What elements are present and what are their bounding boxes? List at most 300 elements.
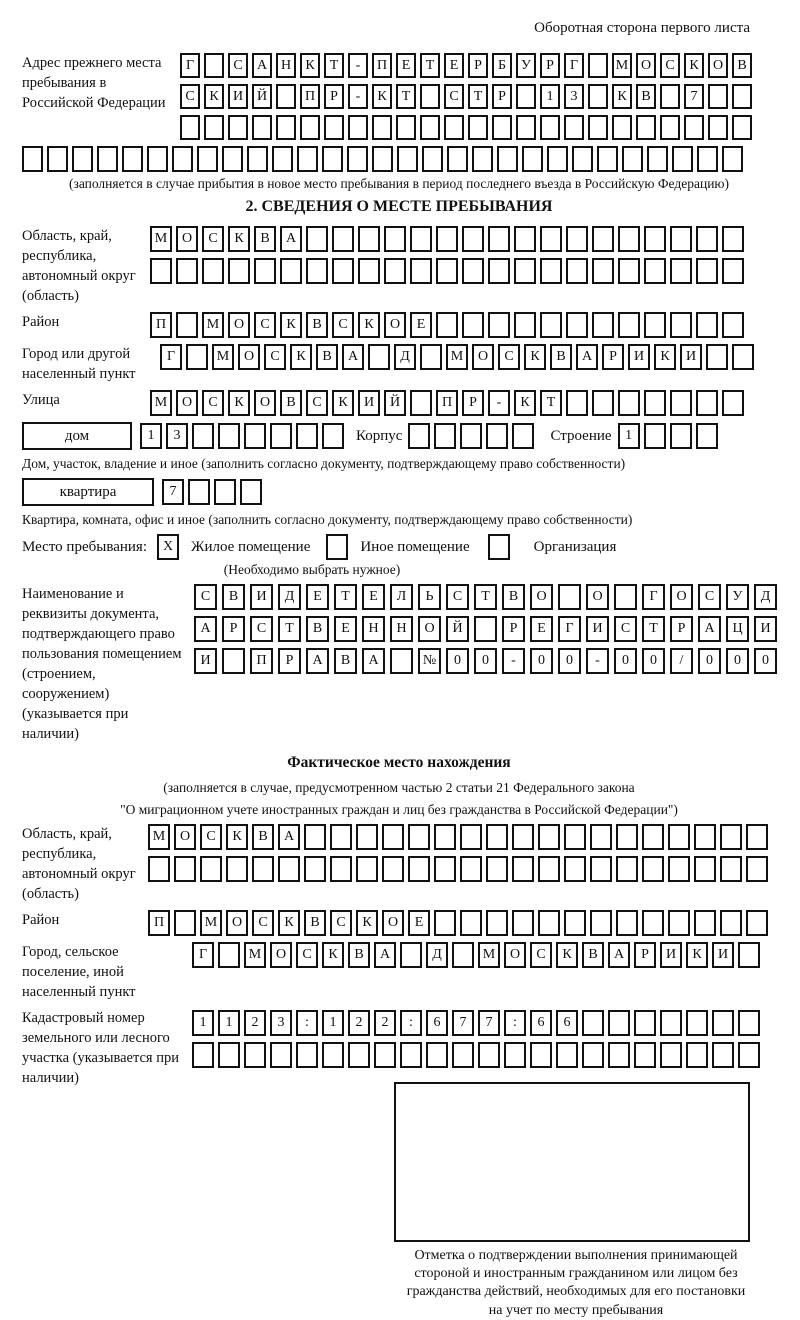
char-cell[interactable] [618,258,640,284]
char-cell[interactable]: О [228,312,250,338]
char-cell[interactable]: Ц [726,616,749,642]
char-cell[interactable]: Т [396,84,416,109]
char-cell[interactable]: К [226,824,248,850]
char-cell[interactable] [382,856,404,882]
char-cell[interactable] [582,1010,604,1036]
char-cell[interactable]: К [358,312,380,338]
char-cell[interactable]: А [252,53,272,78]
char-cell[interactable]: Т [474,584,497,610]
char-cell[interactable]: Д [394,344,416,370]
char-cell[interactable] [436,226,458,252]
char-cell[interactable]: В [280,390,302,416]
char-cell[interactable]: В [252,824,274,850]
char-cell[interactable]: Н [276,53,296,78]
char-cell[interactable] [186,344,208,370]
char-cell[interactable]: А [280,226,302,252]
char-cell[interactable]: К [654,344,676,370]
char-cell[interactable] [488,312,510,338]
char-cell[interactable]: К [514,390,536,416]
char-cell[interactable] [644,226,666,252]
char-cell[interactable]: С [254,312,276,338]
char-cell[interactable] [582,1042,604,1068]
char-cell[interactable] [174,856,196,882]
char-cell[interactable]: М [148,824,170,850]
char-cell[interactable]: П [300,84,320,109]
char-cell[interactable]: П [436,390,458,416]
char-cell[interactable] [426,1042,448,1068]
char-cell[interactable] [488,258,510,284]
char-cell[interactable]: И [228,84,248,109]
char-cell[interactable]: Н [362,616,385,642]
char-cell[interactable]: Р [502,616,525,642]
char-cell[interactable]: И [358,390,380,416]
char-cell[interactable] [276,115,296,140]
char-cell[interactable]: О [530,584,553,610]
char-cell[interactable]: О [504,942,526,968]
char-cell[interactable] [564,115,584,140]
char-cell[interactable] [644,390,666,416]
char-cell[interactable] [514,312,536,338]
char-cell[interactable] [368,344,390,370]
char-cell[interactable] [670,226,692,252]
char-cell[interactable] [296,1042,318,1068]
char-cell[interactable] [566,312,588,338]
char-cell[interactable]: К [280,312,302,338]
char-cell[interactable] [608,1042,630,1068]
char-cell[interactable]: У [516,53,536,78]
char-cell[interactable]: К [372,84,392,109]
char-cell[interactable]: В [502,584,525,610]
char-cell[interactable]: Т [278,616,301,642]
char-cell[interactable]: Р [492,84,512,109]
char-cell[interactable] [597,146,618,172]
char-cell[interactable]: 7 [684,84,704,109]
char-cell[interactable] [530,1042,552,1068]
char-cell[interactable] [644,423,666,449]
char-cell[interactable]: С [498,344,520,370]
char-cell[interactable] [668,856,690,882]
char-cell[interactable] [588,84,608,109]
char-cell[interactable]: О [176,226,198,252]
char-cell[interactable] [462,312,484,338]
char-cell[interactable]: С [264,344,286,370]
char-cell[interactable] [618,226,640,252]
char-cell[interactable] [696,390,718,416]
char-cell[interactable]: 6 [556,1010,578,1036]
char-cell[interactable] [618,390,640,416]
char-cell[interactable]: В [582,942,604,968]
char-cell[interactable] [486,856,508,882]
char-cell[interactable] [192,423,214,449]
char-cell[interactable]: Ь [418,584,441,610]
char-cell[interactable]: У [726,584,749,610]
char-cell[interactable]: Г [192,942,214,968]
char-cell[interactable]: 6 [530,1010,552,1036]
char-cell[interactable] [722,258,744,284]
char-cell[interactable] [540,226,562,252]
char-cell[interactable]: С [306,390,328,416]
char-cell[interactable] [708,115,728,140]
char-cell[interactable]: К [228,226,250,252]
char-cell[interactable] [516,115,536,140]
char-cell[interactable]: М [612,53,632,78]
char-cell[interactable] [696,312,718,338]
char-cell[interactable]: И [628,344,650,370]
char-cell[interactable] [172,146,193,172]
char-cell[interactable] [322,146,343,172]
char-cell[interactable] [540,258,562,284]
char-cell[interactable]: А [608,942,630,968]
char-cell[interactable] [434,856,456,882]
char-cell[interactable]: 2 [244,1010,266,1036]
char-cell[interactable] [214,479,236,505]
char-cell[interactable] [497,146,518,172]
char-cell[interactable] [634,1010,656,1036]
char-cell[interactable]: К [686,942,708,968]
char-cell[interactable]: И [194,648,217,674]
char-cell[interactable] [420,84,440,109]
char-cell[interactable]: М [446,344,468,370]
char-cell[interactable] [564,824,586,850]
char-cell[interactable]: В [304,910,326,936]
char-cell[interactable] [686,1010,708,1036]
char-cell[interactable] [670,258,692,284]
char-cell[interactable]: 0 [754,648,777,674]
char-cell[interactable] [280,258,302,284]
char-cell[interactable]: - [502,648,525,674]
char-cell[interactable] [202,258,224,284]
char-cell[interactable] [460,856,482,882]
char-cell[interactable]: С [446,584,469,610]
char-cell[interactable] [452,942,474,968]
char-cell[interactable]: В [732,53,752,78]
char-cell[interactable] [634,1042,656,1068]
char-cell[interactable] [460,824,482,850]
char-cell[interactable]: Т [540,390,562,416]
char-cell[interactable]: Е [408,910,430,936]
char-cell[interactable] [218,942,240,968]
char-cell[interactable] [592,312,614,338]
char-cell[interactable]: : [504,1010,526,1036]
char-cell[interactable] [706,344,728,370]
char-cell[interactable] [296,423,318,449]
char-cell[interactable]: М [150,226,172,252]
char-cell[interactable] [200,856,222,882]
char-cell[interactable] [572,146,593,172]
char-cell[interactable]: Т [324,53,344,78]
char-cell[interactable] [722,226,744,252]
char-cell[interactable] [668,824,690,850]
char-cell[interactable] [540,312,562,338]
char-cell[interactable]: К [556,942,578,968]
char-cell[interactable]: Е [362,584,385,610]
char-cell[interactable] [486,423,508,449]
char-cell[interactable] [322,1042,344,1068]
char-cell[interactable]: Р [634,942,656,968]
char-cell[interactable]: 7 [162,479,184,505]
char-cell[interactable] [436,258,458,284]
char-cell[interactable] [614,584,637,610]
char-cell[interactable]: С [332,312,354,338]
char-cell[interactable] [244,1042,266,1068]
char-cell[interactable] [696,226,718,252]
char-cell[interactable]: Й [446,616,469,642]
char-cell[interactable]: А [342,344,364,370]
char-cell[interactable] [622,146,643,172]
char-cell[interactable] [738,1010,760,1036]
char-cell[interactable]: С [252,910,274,936]
char-cell[interactable]: О [384,312,406,338]
char-cell[interactable] [218,423,240,449]
char-cell[interactable] [150,258,172,284]
char-cell[interactable]: И [586,616,609,642]
char-cell[interactable] [694,824,716,850]
char-cell[interactable] [332,226,354,252]
char-cell[interactable] [486,910,508,936]
char-cell[interactable]: К [290,344,312,370]
char-cell[interactable] [330,856,352,882]
char-cell[interactable] [566,258,588,284]
checkbox-organization[interactable] [488,534,510,560]
char-cell[interactable] [384,258,406,284]
char-cell[interactable] [722,146,743,172]
char-cell[interactable]: В [254,226,276,252]
char-cell[interactable] [400,1042,422,1068]
char-cell[interactable] [382,824,404,850]
char-cell[interactable] [174,910,196,936]
char-cell[interactable]: В [348,942,370,968]
char-cell[interactable] [462,226,484,252]
char-cell[interactable]: 3 [270,1010,292,1036]
char-cell[interactable] [642,824,664,850]
char-cell[interactable] [722,390,744,416]
char-cell[interactable] [204,115,224,140]
char-cell[interactable] [686,1042,708,1068]
char-cell[interactable] [408,824,430,850]
char-cell[interactable]: В [550,344,572,370]
char-cell[interactable] [358,258,380,284]
char-cell[interactable] [592,390,614,416]
char-cell[interactable] [722,312,744,338]
char-cell[interactable]: В [316,344,338,370]
char-cell[interactable]: П [250,648,273,674]
char-cell[interactable] [122,146,143,172]
char-cell[interactable] [434,910,456,936]
char-cell[interactable] [22,146,43,172]
char-cell[interactable] [300,115,320,140]
char-cell[interactable] [590,910,612,936]
char-cell[interactable] [566,226,588,252]
char-cell[interactable] [176,312,198,338]
char-cell[interactable]: Е [306,584,329,610]
char-cell[interactable]: О [586,584,609,610]
char-cell[interactable] [712,1042,734,1068]
char-cell[interactable] [468,115,488,140]
char-cell[interactable]: 7 [452,1010,474,1036]
char-cell[interactable]: С [180,84,200,109]
char-cell[interactable]: Г [642,584,665,610]
char-cell[interactable]: Г [558,616,581,642]
char-cell[interactable] [616,824,638,850]
char-cell[interactable]: : [400,1010,422,1036]
char-cell[interactable] [372,115,392,140]
char-cell[interactable] [564,910,586,936]
char-cell[interactable] [668,910,690,936]
char-cell[interactable] [434,423,456,449]
char-cell[interactable]: С [202,226,224,252]
char-cell[interactable] [612,115,632,140]
char-cell[interactable]: К [612,84,632,109]
char-cell[interactable]: О [226,910,248,936]
char-cell[interactable]: К [228,390,250,416]
char-cell[interactable]: И [250,584,273,610]
char-cell[interactable]: С [660,53,680,78]
char-cell[interactable] [306,226,328,252]
char-cell[interactable]: П [148,910,170,936]
char-cell[interactable]: 2 [348,1010,370,1036]
char-cell[interactable]: А [698,616,721,642]
char-cell[interactable]: С [296,942,318,968]
char-cell[interactable] [504,1042,526,1068]
char-cell[interactable] [434,824,456,850]
char-cell[interactable] [514,258,536,284]
char-cell[interactable] [330,824,352,850]
char-cell[interactable] [492,115,512,140]
char-cell[interactable] [222,146,243,172]
char-cell[interactable] [436,312,458,338]
char-cell[interactable] [746,824,768,850]
char-cell[interactable]: 6 [426,1010,448,1036]
char-cell[interactable] [396,115,416,140]
char-cell[interactable] [516,84,536,109]
char-cell[interactable] [512,910,534,936]
char-cell[interactable] [322,423,344,449]
char-cell[interactable]: Е [530,616,553,642]
char-cell[interactable] [647,146,668,172]
char-cell[interactable]: С [202,390,224,416]
char-cell[interactable] [304,824,326,850]
char-cell[interactable]: Р [324,84,344,109]
char-cell[interactable]: А [194,616,217,642]
char-cell[interactable] [372,146,393,172]
char-cell[interactable] [72,146,93,172]
char-cell[interactable]: 0 [642,648,665,674]
char-cell[interactable] [720,856,742,882]
char-cell[interactable] [244,423,266,449]
char-cell[interactable]: П [372,53,392,78]
char-cell[interactable] [408,423,430,449]
char-cell[interactable] [538,910,560,936]
char-cell[interactable] [197,146,218,172]
char-cell[interactable] [452,1042,474,1068]
char-cell[interactable] [358,226,380,252]
char-cell[interactable] [348,115,368,140]
char-cell[interactable] [660,1042,682,1068]
char-cell[interactable]: С [444,84,464,109]
char-cell[interactable] [228,115,248,140]
char-cell[interactable]: В [222,584,245,610]
char-cell[interactable] [616,910,638,936]
char-cell[interactable] [642,910,664,936]
char-cell[interactable]: Д [426,942,448,968]
char-cell[interactable] [556,1042,578,1068]
char-cell[interactable]: В [334,648,357,674]
char-cell[interactable]: 2 [374,1010,396,1036]
char-cell[interactable]: Т [468,84,488,109]
char-cell[interactable]: Л [390,584,413,610]
char-cell[interactable] [697,146,718,172]
char-cell[interactable] [247,146,268,172]
char-cell[interactable] [204,53,224,78]
char-cell[interactable]: К [278,910,300,936]
char-cell[interactable]: О [418,616,441,642]
char-cell[interactable]: Р [670,616,693,642]
char-cell[interactable] [738,1042,760,1068]
char-cell[interactable] [444,115,464,140]
char-cell[interactable] [636,115,656,140]
char-cell[interactable] [488,226,510,252]
char-cell[interactable] [720,824,742,850]
char-cell[interactable] [608,1010,630,1036]
char-cell[interactable] [644,312,666,338]
char-cell[interactable]: В [636,84,656,109]
char-cell[interactable] [306,258,328,284]
char-cell[interactable] [746,856,768,882]
char-cell[interactable]: 1 [540,84,560,109]
char-cell[interactable]: - [348,53,368,78]
char-cell[interactable] [278,856,300,882]
char-cell[interactable] [228,258,250,284]
char-cell[interactable]: В [306,616,329,642]
char-cell[interactable] [422,146,443,172]
char-cell[interactable]: И [712,942,734,968]
char-cell[interactable] [460,423,482,449]
char-cell[interactable] [478,1042,500,1068]
char-cell[interactable]: - [348,84,368,109]
char-cell[interactable] [660,84,680,109]
char-cell[interactable] [538,856,560,882]
char-cell[interactable]: Е [410,312,432,338]
char-cell[interactable] [397,146,418,172]
char-cell[interactable] [514,226,536,252]
char-cell[interactable]: Д [754,584,777,610]
char-cell[interactable]: Н [390,616,413,642]
char-cell[interactable] [696,423,718,449]
char-cell[interactable]: 0 [726,648,749,674]
checkbox-other-premises[interactable] [326,534,348,560]
char-cell[interactable]: О [238,344,260,370]
char-cell[interactable] [254,258,276,284]
char-cell[interactable]: С [614,616,637,642]
char-cell[interactable] [400,942,422,968]
char-cell[interactable] [270,423,292,449]
char-cell[interactable]: О [382,910,404,936]
char-cell[interactable]: М [478,942,500,968]
char-cell[interactable] [270,1042,292,1068]
char-cell[interactable] [660,115,680,140]
char-cell[interactable]: К [356,910,378,936]
char-cell[interactable]: К [300,53,320,78]
char-cell[interactable]: И [680,344,702,370]
char-cell[interactable] [188,479,210,505]
char-cell[interactable] [276,84,296,109]
char-cell[interactable]: Р [278,648,301,674]
char-cell[interactable]: 1 [218,1010,240,1036]
char-cell[interactable] [408,856,430,882]
char-cell[interactable] [588,115,608,140]
char-cell[interactable]: О [708,53,728,78]
char-cell[interactable] [356,824,378,850]
